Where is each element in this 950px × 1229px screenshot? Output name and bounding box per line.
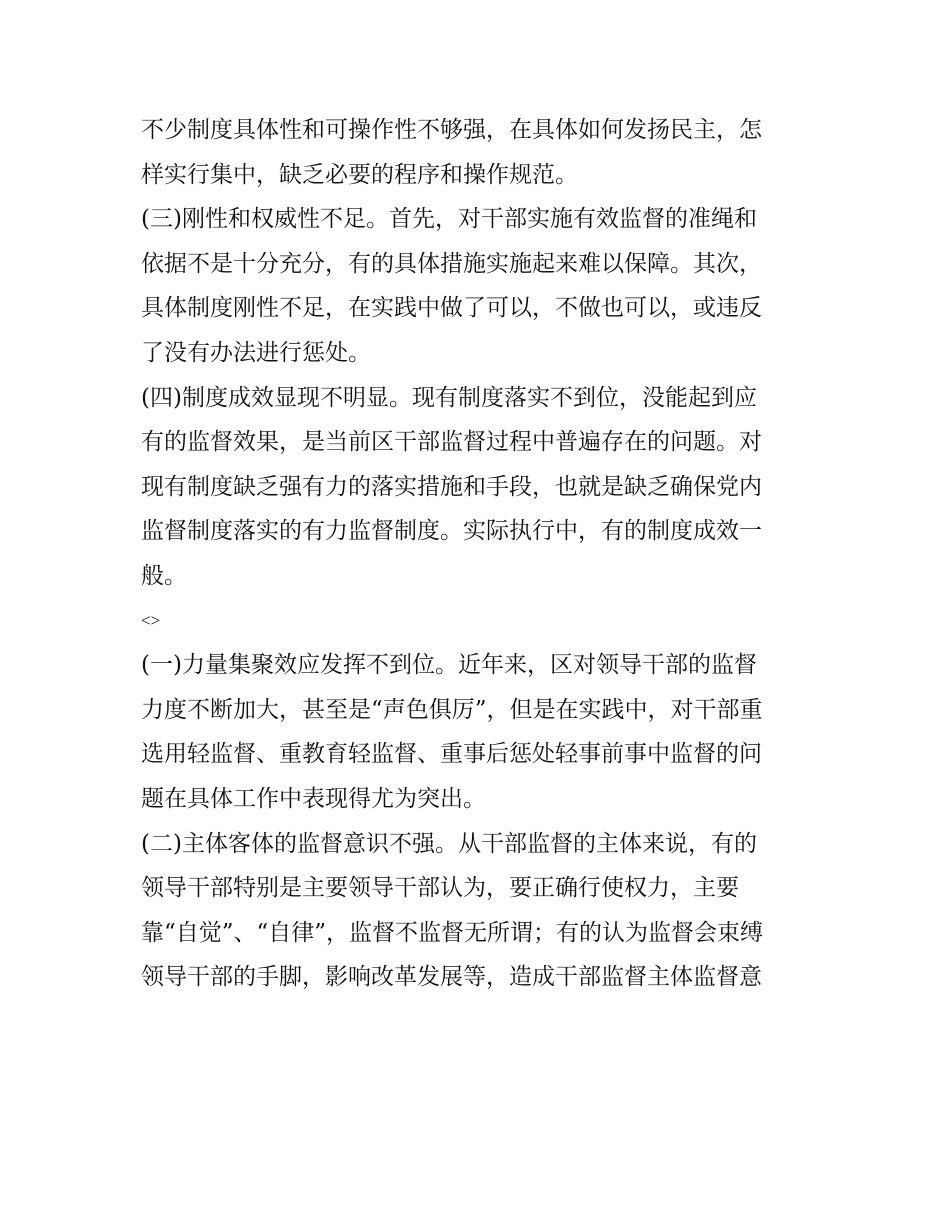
text-line: (三)刚性和权威性不足。首先，对干部实施有效监督的准绳和 [141,206,757,233]
text-line: 力度不断加大，甚至是“声色俱厉”，但是在实践中，对干部重 [141,696,763,723]
text-line: 监督制度落实的有力监督制度。实际执行中，有的制度成效一 [141,518,762,545]
text-line: 样实行集中，缺乏必要的程序和操作规范。 [141,161,578,188]
text-line: 靠“自觉”、“自律”，监督不监督无所谓；有的认为监督会束缚 [141,919,764,946]
text-line: 依据不是十分充分，有的具体措施实施起来难以保障。其次， [141,250,762,277]
text-line: 选用轻监督、重教育轻监督、重事后惩处轻事前事中监督的问 [141,741,762,768]
text-line: 题在具体工作中表现得尤为突出。 [141,785,486,812]
text-line: 领导干部特别是主要领导干部认为，要正确行使权力，主要 [141,875,739,902]
text-line: (四)制度成效显现不明显。现有制度落实不到位，没能起到应 [141,384,757,411]
text-line: (二)主体客体的监督意识不强。从干部监督的主体来说，有的 [141,830,757,857]
text-line: 现有制度缺乏强有力的落实措施和手段，也就是缺乏确保党内 [141,473,762,500]
text-line: 不少制度具体性和可操作性不够强，在具体如何发扬民主，怎 [141,117,762,143]
body-text [141,108,821,1000]
text-line: 领导干部的手脚，影响改革发展等，造成干部监督主体监督意 [141,964,762,991]
text-line: 了没有办法进行惩处。 [141,339,371,366]
text-line: (一)力量集聚效应发挥不到位。近年来，区对领导干部的监督 [141,652,757,679]
section-marker: <> [141,610,161,630]
text-line: 有的监督效果，是当前区干部监督过程中普遍存在的问题。对 [141,429,762,456]
text-line: 般。 [141,562,187,589]
text-line: 具体制度刚性不足，在实践中做了可以，不做也可以，或违反 [141,295,762,322]
